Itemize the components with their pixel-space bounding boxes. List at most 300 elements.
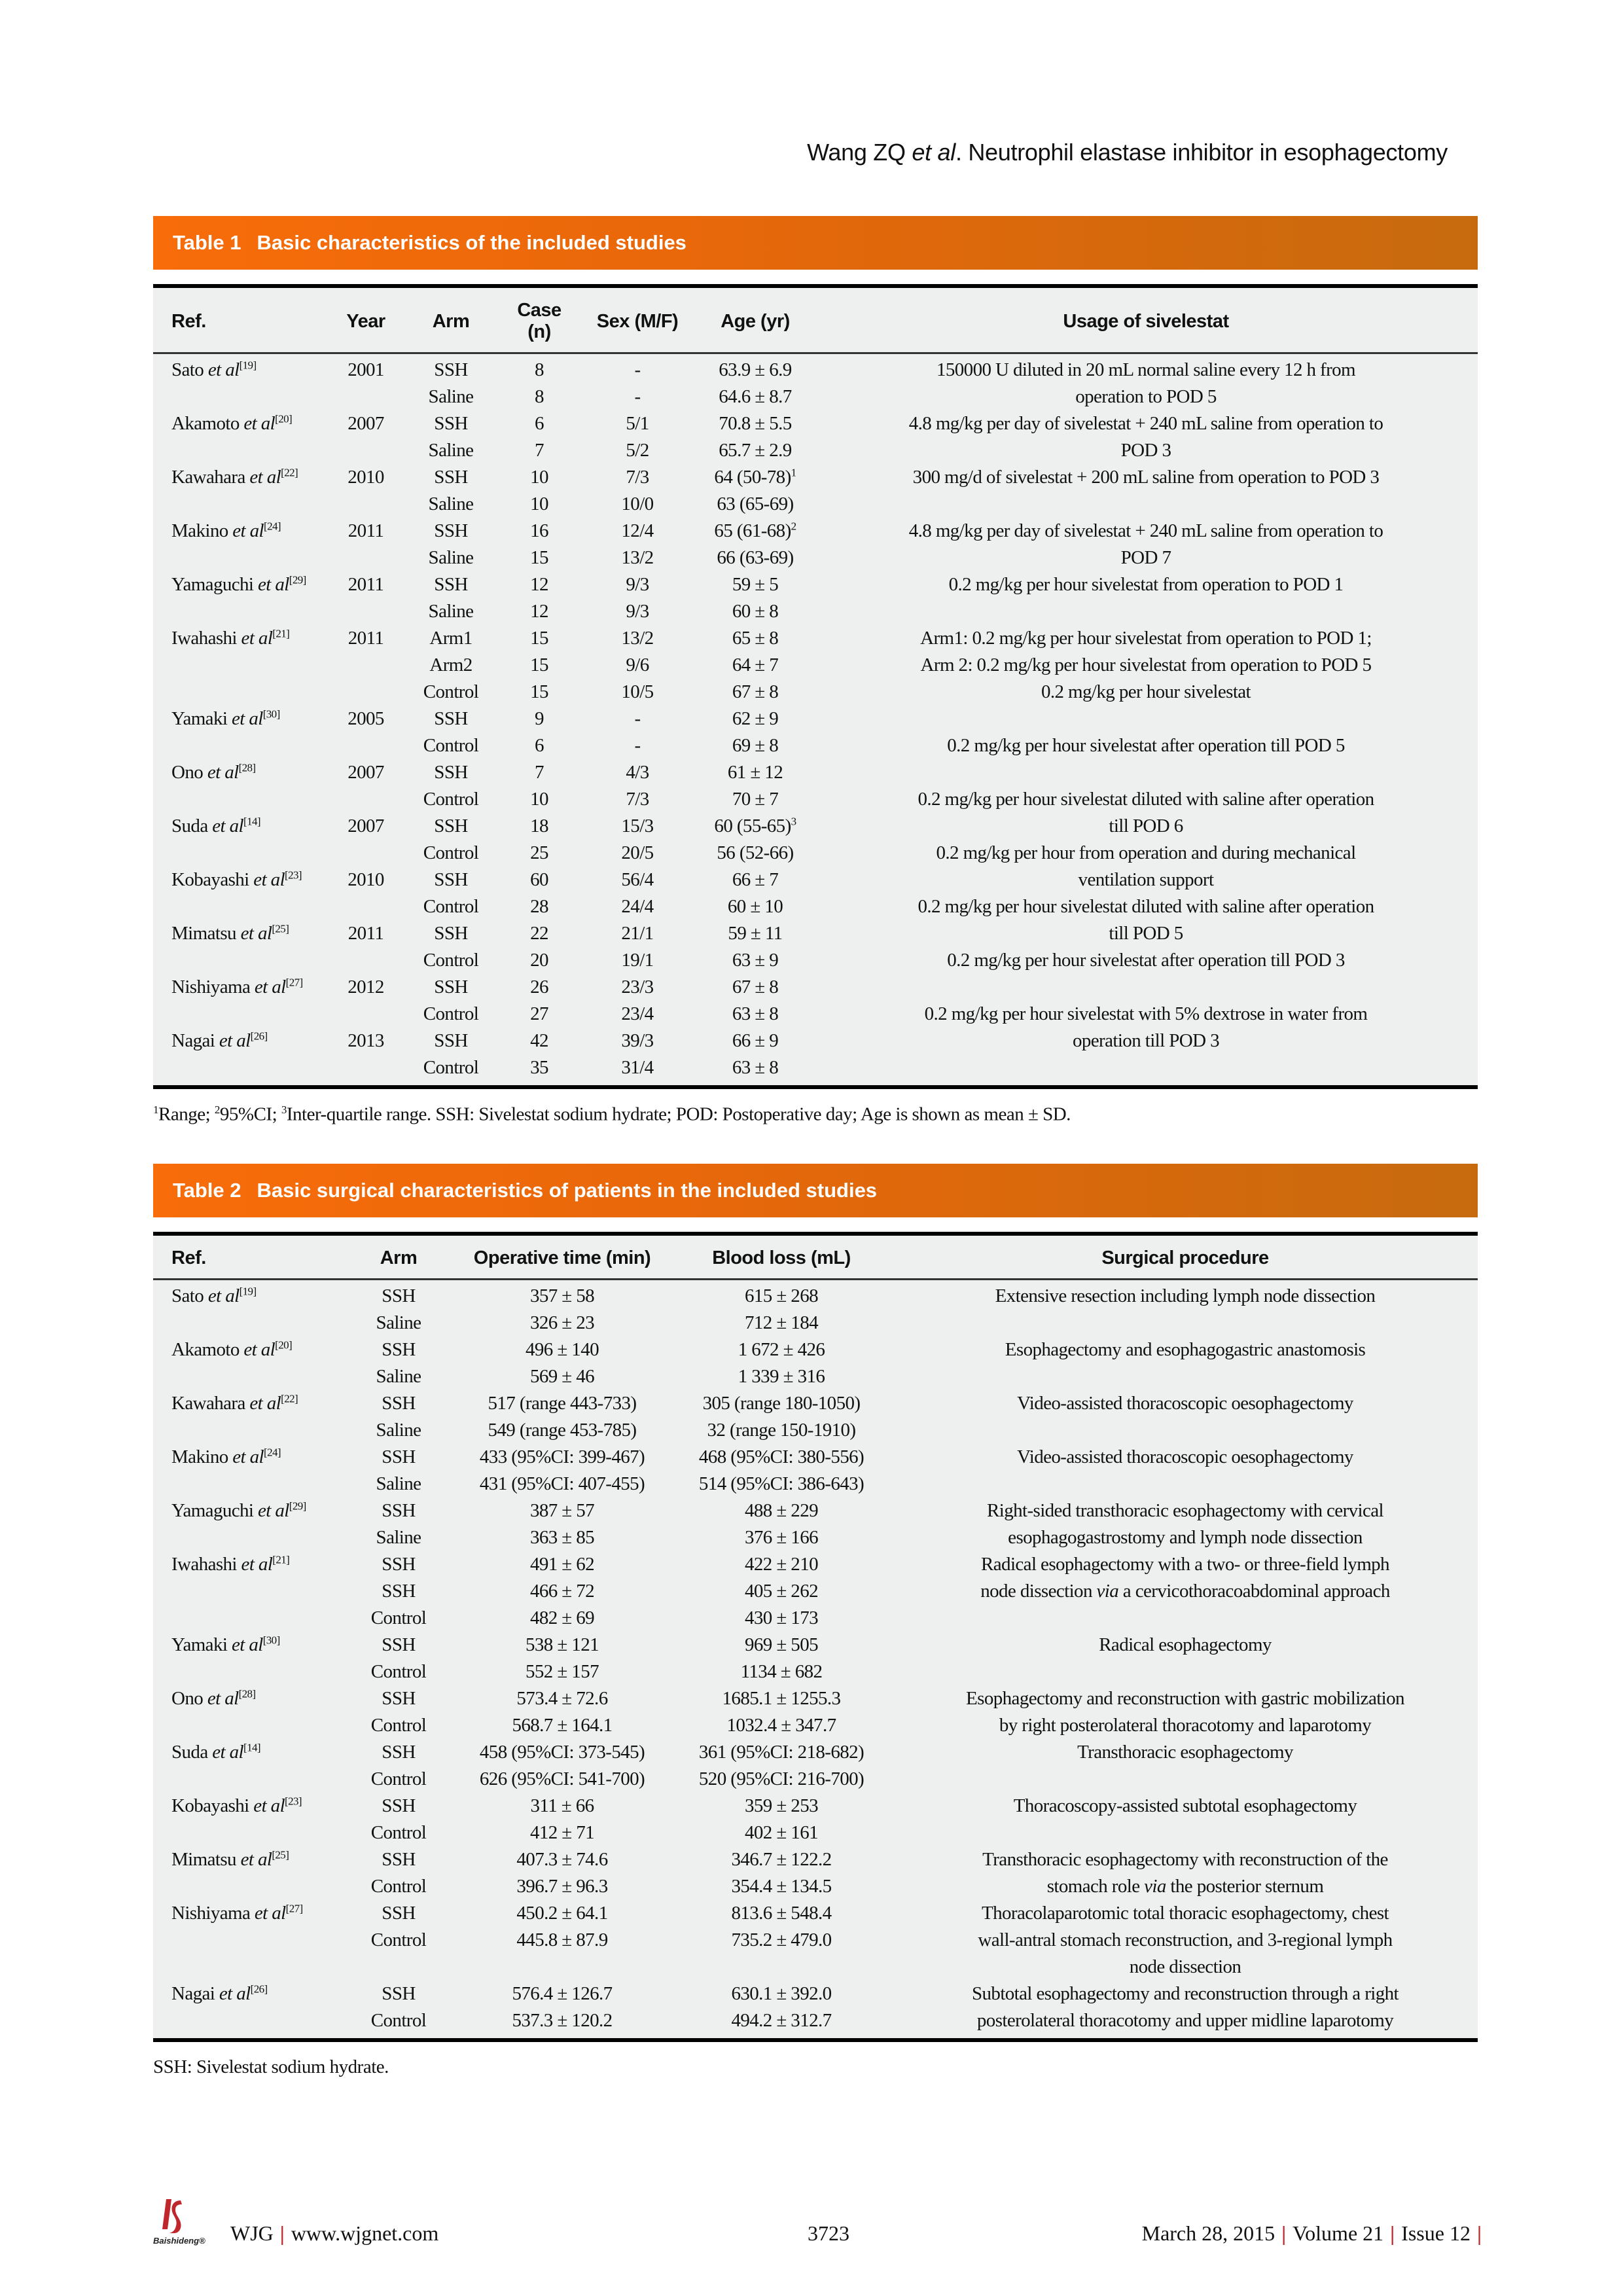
cell-arm: Saline xyxy=(428,440,474,461)
reference-number[interactable]: [24] xyxy=(264,520,281,533)
cell-sex: 21/1 xyxy=(621,923,654,944)
cell-usage: 4.8 mg/kg per day of sivelestat + 240 mL saline from operation to xyxy=(908,413,1383,434)
journal-abbrev: WJG xyxy=(230,2221,274,2245)
reference-number[interactable]: [19] xyxy=(239,359,257,372)
cell-year xyxy=(330,1054,402,1085)
cell-operative-time: 412 ± 71 xyxy=(529,1822,595,1843)
cell-year xyxy=(330,947,402,974)
cell-operative-time: 450.2 ± 64.1 xyxy=(516,1903,608,1924)
cell-case: 6 xyxy=(535,413,544,434)
col-blood-loss: Blood loss (mL) xyxy=(670,1236,893,1280)
table-2-number: Table 2 xyxy=(173,1179,241,1202)
cell-ref xyxy=(153,840,330,867)
cell-age xyxy=(696,1001,814,1028)
cell-sex: 23/4 xyxy=(621,1003,654,1024)
reference-number[interactable]: [19] xyxy=(239,1285,257,1298)
cell-sex: 7/3 xyxy=(626,467,649,488)
table-2-header-row xyxy=(153,1236,1478,1280)
table-row xyxy=(153,1310,1478,1336)
cell-operative-time: 466 ± 72 xyxy=(529,1581,595,1602)
cell-operative-time: 626 (95%CI: 541-700) xyxy=(479,1768,645,1789)
cell-operative-time: 538 ± 121 xyxy=(525,1634,599,1655)
cell-arm: Control xyxy=(370,1822,427,1843)
reference-number[interactable]: [20] xyxy=(275,1338,293,1352)
cell-ref xyxy=(153,732,330,759)
cell-arm: SSH xyxy=(382,1688,416,1709)
cell-arm: Control xyxy=(423,842,479,863)
cell-case: 42 xyxy=(530,1030,548,1051)
cell-age xyxy=(696,706,814,732)
cell-surgical-procedure: Esophagectomy and reconstruction with gastric mobilization xyxy=(966,1688,1404,1709)
cell-year xyxy=(330,437,402,464)
cell-sex: 15/3 xyxy=(621,816,654,836)
cell-ref xyxy=(153,410,330,437)
cell-usage: Arm1: 0.2 mg/kg per hour sivelestat from operation to POD 1; xyxy=(920,628,1372,649)
table-row xyxy=(153,1954,1478,1981)
cell-blood-loss: 32 (range 150-1910) xyxy=(707,1420,856,1441)
age-value: 64.6 ± 8.7 xyxy=(719,386,792,407)
cell-usage: till POD 5 xyxy=(1109,923,1183,944)
col-ref: Ref. xyxy=(153,1236,343,1280)
reference-number[interactable]: [25] xyxy=(272,922,289,935)
cell-usage: operation till POD 3 xyxy=(1072,1030,1219,1051)
cell-ref xyxy=(153,947,330,974)
age-value: 56 (52-66) xyxy=(717,842,794,863)
cell-ref xyxy=(153,1954,343,1981)
cell-case: 35 xyxy=(530,1057,548,1078)
age-value: 70 ± 7 xyxy=(732,789,779,810)
et-al: et al xyxy=(240,1849,272,1870)
cell-blood-loss: 468 (95%CI: 380-556) xyxy=(698,1446,865,1467)
table-row xyxy=(153,464,1478,491)
et-al: et al xyxy=(207,1285,240,1306)
et-al: et al xyxy=(212,816,244,836)
cell-ref xyxy=(153,384,330,410)
cell-arm: Control xyxy=(423,681,479,702)
cell-arm: Arm1 xyxy=(429,628,473,649)
reference-number[interactable]: [26] xyxy=(250,1982,268,1996)
age-value: 65.7 ± 2.9 xyxy=(719,440,792,461)
running-head-etal: et al xyxy=(912,139,955,166)
table-1-title: Basic characteristics of the included studies xyxy=(257,231,687,254)
table-1-grid xyxy=(153,288,1478,1085)
cell-arm: Control xyxy=(423,735,479,756)
cell-age xyxy=(696,545,814,571)
et-al: et al xyxy=(258,574,289,595)
cell-case: 20 xyxy=(530,950,548,971)
reference-number[interactable]: [22] xyxy=(281,466,298,479)
cell-ref xyxy=(153,625,330,652)
et-al: et al xyxy=(212,1742,244,1763)
cell-surgical-procedure: stomach role via the posterior sternum xyxy=(1046,1876,1324,1897)
reference-number[interactable]: [26] xyxy=(250,1030,268,1043)
et-al: et al xyxy=(249,1393,281,1414)
reference-number[interactable]: [21] xyxy=(272,627,290,640)
cell-case: 27 xyxy=(530,1003,548,1024)
footnote-marker: 2 xyxy=(791,520,796,533)
cell-ref xyxy=(153,1001,330,1028)
cell-arm: Arm2 xyxy=(429,655,473,675)
author-name: Sato xyxy=(171,359,204,380)
cell-case: 16 xyxy=(530,520,548,541)
cell-blood-loss: 520 (95%CI: 216-700) xyxy=(698,1768,865,1789)
cell-surgical-procedure: node dissection via a cervicothoracoabdominal approach xyxy=(980,1581,1390,1602)
cell-arm: Saline xyxy=(376,1527,421,1548)
table-row xyxy=(153,759,1478,786)
reference-number[interactable]: [23] xyxy=(285,869,302,882)
journal-url[interactable]: www.wjgnet.com xyxy=(291,2221,439,2245)
cell-case: 12 xyxy=(530,574,548,595)
cell-arm: SSH xyxy=(382,1849,416,1870)
cell-arm: Control xyxy=(370,1876,427,1897)
cell-usage: 0.2 mg/kg per hour sivelestat after operation till POD 5 xyxy=(947,735,1345,756)
cell-age xyxy=(696,947,814,974)
running-head-title: . Neutrophil elastase inhibitor in esophagectomy xyxy=(955,139,1448,166)
cell-blood-loss: 630.1 ± 392.0 xyxy=(731,1983,832,2004)
author-name: Iwahashi xyxy=(171,628,237,649)
reference-number[interactable]: [28] xyxy=(238,761,256,774)
cell-case: 10 xyxy=(530,789,548,810)
cell-usage: Arm 2: 0.2 mg/kg per hour sivelestat from operation to POD 5 xyxy=(920,655,1372,675)
cell-operative-time: 431 (95%CI: 407-455) xyxy=(479,1473,645,1494)
table-row xyxy=(153,813,1478,840)
footnote-marker: 3 xyxy=(281,1103,287,1116)
reference-number[interactable]: [22] xyxy=(281,1392,298,1405)
table-row xyxy=(153,545,1478,571)
cell-ref xyxy=(153,893,330,920)
cell-operative-time: 363 ± 85 xyxy=(529,1527,595,1548)
cell-year: 2010 xyxy=(348,467,384,488)
cell-age xyxy=(696,1054,814,1085)
cell-ref xyxy=(153,1444,343,1471)
table-row xyxy=(153,1336,1478,1363)
et-al: et al xyxy=(231,708,263,729)
et-al: et al xyxy=(241,1554,273,1575)
table-row xyxy=(153,920,1478,947)
cell-ref xyxy=(153,1280,343,1310)
author-name: Yamaguchi xyxy=(171,1500,254,1521)
table-row xyxy=(153,867,1478,893)
cell-ref xyxy=(153,1471,343,1498)
cell-age xyxy=(696,813,814,840)
cell-blood-loss: 1 672 ± 426 xyxy=(738,1339,825,1360)
cell-year: 2010 xyxy=(348,869,384,890)
table-row xyxy=(153,974,1478,1001)
running-head xyxy=(807,139,1448,166)
reference-number[interactable]: [29] xyxy=(289,1499,306,1513)
table-1 xyxy=(153,216,1478,1126)
author-name: Nagai xyxy=(171,1030,215,1051)
cell-year xyxy=(330,786,402,813)
reference-number[interactable]: [28] xyxy=(238,1687,256,1700)
table-2 xyxy=(153,1164,1478,2078)
cell-age xyxy=(696,652,814,679)
cell-usage: 0.2 mg/kg per hour sivelestat after operation till POD 3 xyxy=(947,950,1345,971)
cell-ref xyxy=(153,1498,343,1524)
reference-number[interactable]: [30] xyxy=(262,1634,280,1647)
cell-usage xyxy=(814,706,1478,732)
table-row xyxy=(153,571,1478,598)
cell-year: 2011 xyxy=(348,520,384,541)
cell-sex: 5/1 xyxy=(626,413,649,434)
cell-ref xyxy=(153,1578,343,1605)
cell-age xyxy=(696,353,814,384)
cell-usage: 0.2 mg/kg per hour sivelestat diluted with saline after operation xyxy=(918,896,1374,917)
cell-ref xyxy=(153,706,330,732)
cell-blood-loss: 494.2 ± 312.7 xyxy=(731,2010,832,2031)
cell-sex: 10/5 xyxy=(621,681,654,702)
cell-arm: Control xyxy=(423,1003,479,1024)
reference-number[interactable]: [20] xyxy=(275,412,293,425)
cell-blood-loss: 1032.4 ± 347.7 xyxy=(726,1715,836,1736)
cell-sex: 10/0 xyxy=(621,493,654,514)
cell-arm: SSH xyxy=(382,1983,416,2004)
cell-ref xyxy=(153,1632,343,1659)
cell-ref xyxy=(153,1417,343,1444)
table-row xyxy=(153,1471,1478,1498)
author-name: Nagai xyxy=(171,1983,215,2004)
footnote-text: Range; xyxy=(158,1103,215,1125)
cell-usage xyxy=(814,759,1478,786)
cell-usage: 0.2 mg/kg per hour sivelestat xyxy=(1041,681,1251,702)
reference-number[interactable]: [14] xyxy=(243,815,260,828)
author-name: Yamaki xyxy=(171,708,228,729)
table-row xyxy=(153,491,1478,518)
cell-blood-loss: 1 339 ± 316 xyxy=(738,1366,825,1387)
age-value: 65 ± 8 xyxy=(732,628,779,649)
cell-ref xyxy=(153,1685,343,1712)
cell-surgical-procedure: Thoracoscopy-assisted subtotal esophagectomy xyxy=(1013,1795,1357,1816)
cell-arm: SSH xyxy=(382,1285,416,1306)
table-row xyxy=(153,1444,1478,1471)
cell-sex: 5/2 xyxy=(626,440,649,461)
reference-number[interactable]: [25] xyxy=(272,1848,289,1861)
cell-usage: 300 mg/d of sivelestat + 200 mL saline from operation to POD 3 xyxy=(912,467,1380,488)
age-value: 67 ± 8 xyxy=(732,977,779,997)
cell-ref xyxy=(153,1363,343,1390)
table-row xyxy=(153,1551,1478,1578)
cell-surgical-procedure: esophagogastrostomy and lymph node dissection xyxy=(1008,1527,1363,1548)
cell-case: 7 xyxy=(535,440,544,461)
cell-ref xyxy=(153,437,330,464)
table-row xyxy=(153,786,1478,813)
cell-arm: Saline xyxy=(428,547,474,568)
cell-arm: Saline xyxy=(376,1366,421,1387)
cell-arm: Control xyxy=(370,2010,427,2031)
cell-age xyxy=(696,786,814,813)
et-al: et al xyxy=(254,1903,286,1924)
table-row xyxy=(153,1766,1478,1793)
cell-usage: 150000 U diluted in 20 mL normal saline every 12 h from xyxy=(936,359,1356,380)
footer-journal-info xyxy=(230,2221,438,2246)
age-value: 64 (50-78) xyxy=(714,467,791,488)
table-row xyxy=(153,437,1478,464)
cell-age xyxy=(696,974,814,1001)
table-row xyxy=(153,1390,1478,1417)
cell-case: 28 xyxy=(530,896,548,917)
table-2-title: Basic surgical characteristics of patients in the included studies xyxy=(257,1179,878,1202)
table-row xyxy=(153,652,1478,679)
cell-sex: - xyxy=(634,359,641,380)
cell-ref xyxy=(153,1873,343,1900)
cell-blood-loss: 514 (95%CI: 386-643) xyxy=(698,1473,865,1494)
reference-number[interactable]: [27] xyxy=(285,1902,303,1915)
cell-sex: 24/4 xyxy=(621,896,654,917)
reference-number[interactable]: [27] xyxy=(285,976,303,989)
cell-case: 12 xyxy=(530,601,548,622)
cell-ref xyxy=(153,1927,343,1954)
et-al: et al xyxy=(207,762,239,783)
table-1-caption xyxy=(153,216,1478,270)
cell-surgical-procedure: wall-antral stomach reconstruction, and 3-regional lymph xyxy=(978,1929,1393,1950)
cell-sex: 7/3 xyxy=(626,789,649,810)
cell-operative-time: 568.7 ± 164.1 xyxy=(512,1715,613,1736)
italic-term: via xyxy=(1096,1581,1119,1602)
cell-year xyxy=(330,652,402,679)
cell-operative-time: 576.4 ± 126.7 xyxy=(512,1983,613,2004)
age-value: 63 (65-69) xyxy=(717,493,794,514)
author-name: Kobayashi xyxy=(171,869,249,890)
cell-age xyxy=(696,840,814,867)
cell-year xyxy=(330,732,402,759)
table-row xyxy=(153,706,1478,732)
cell-blood-loss: 1134 ± 682 xyxy=(740,1661,823,1682)
running-head-authors: Wang ZQ xyxy=(807,139,906,166)
cell-operative-time: 458 (95%CI: 373-545) xyxy=(479,1742,645,1763)
et-al: et al xyxy=(232,1446,264,1467)
separator: | xyxy=(1476,2221,1482,2245)
reference-number[interactable]: [14] xyxy=(243,1741,260,1754)
et-al: et al xyxy=(241,628,273,649)
cell-age xyxy=(696,410,814,437)
cell-ref xyxy=(153,1981,343,2007)
et-al: et al xyxy=(253,1795,285,1816)
cell-ref xyxy=(153,652,330,679)
cell-surgical-procedure: Right-sided transthoracic esophagectomy with cervical xyxy=(987,1500,1383,1521)
cell-arm: SSH xyxy=(434,520,468,541)
col-surgical-procedure: Surgical procedure xyxy=(893,1236,1478,1280)
cell-year: 2007 xyxy=(348,413,384,434)
cell-surgical-procedure xyxy=(893,1659,1478,1685)
cell-ref xyxy=(153,518,330,545)
cell-ref xyxy=(153,571,330,598)
age-value: 69 ± 8 xyxy=(732,735,779,756)
age-value: 60 ± 8 xyxy=(732,601,779,622)
age-value: 64 ± 7 xyxy=(732,655,779,675)
cell-age xyxy=(696,920,814,947)
age-value: 63 ± 8 xyxy=(732,1057,779,1078)
cell-arm: Control xyxy=(370,1929,427,1950)
table-1-header-row xyxy=(153,288,1478,353)
cell-blood-loss: 354.4 ± 134.5 xyxy=(731,1876,832,1897)
et-al: et al xyxy=(231,1634,263,1655)
cell-operative-time: 552 ± 157 xyxy=(525,1661,599,1682)
cell-surgical-procedure: posterolateral thoracotomy and upper midline laparotomy xyxy=(976,2010,1394,2031)
cell-arm: Saline xyxy=(428,493,474,514)
cell-usage: till POD 6 xyxy=(1109,816,1183,836)
cell-usage xyxy=(814,491,1478,518)
cell-ref xyxy=(153,1551,343,1578)
cell-year xyxy=(330,545,402,571)
table-row xyxy=(153,1578,1478,1605)
cell-surgical-procedure xyxy=(893,1417,1478,1444)
cell-arm: Control xyxy=(423,789,479,810)
cell-arm: SSH xyxy=(434,869,468,890)
cell-operative-time: 491 ± 62 xyxy=(529,1554,595,1575)
cell-ref xyxy=(153,1900,343,1927)
cell-arm: Control xyxy=(423,950,479,971)
cell-case: 15 xyxy=(530,655,548,675)
reference-number[interactable]: [30] xyxy=(262,708,280,721)
table-row xyxy=(153,732,1478,759)
table-2-caption xyxy=(153,1164,1478,1217)
cell-ref xyxy=(153,545,330,571)
cell-age xyxy=(696,893,814,920)
cell-arm: Control xyxy=(423,896,479,917)
table-row xyxy=(153,1028,1478,1054)
table-row xyxy=(153,1981,1478,2007)
cell-blood-loss: 712 ± 184 xyxy=(744,1312,819,1333)
cell-blood-loss: 735.2 ± 479.0 xyxy=(731,1929,832,1950)
cell-year: 2001 xyxy=(348,359,384,380)
table-row xyxy=(153,679,1478,706)
author-name: Mimatsu xyxy=(171,923,236,944)
author-name: Sato xyxy=(171,1285,204,1306)
author-name: Nishiyama xyxy=(171,977,251,997)
page-footer xyxy=(153,2198,1488,2250)
cell-sex: 23/3 xyxy=(621,977,654,997)
cell-usage: 0.2 mg/kg per hour from operation and during mechanical xyxy=(936,842,1356,863)
cell-operative-time: 407.3 ± 74.6 xyxy=(516,1849,608,1870)
cell-surgical-procedure: Subtotal esophagectomy and reconstruction through a right xyxy=(972,1983,1399,2004)
cell-surgical-procedure xyxy=(893,1310,1478,1336)
reference-number[interactable]: [21] xyxy=(272,1553,290,1566)
cell-age xyxy=(696,759,814,786)
col-usage: Usage of sivelestat xyxy=(814,288,1478,353)
cell-sex: 31/4 xyxy=(621,1057,654,1078)
cell-usage: 0.2 mg/kg per hour sivelestat with 5% dextrose in water from xyxy=(924,1003,1368,1024)
author-name: Suda xyxy=(171,816,208,836)
author-name: Kawahara xyxy=(171,1393,245,1414)
et-al: et al xyxy=(243,1339,276,1360)
cell-ref xyxy=(153,2007,343,2038)
age-value: 60 (55-65) xyxy=(714,816,791,836)
cell-surgical-procedure: by right posterolateral thoracotomy and laparotomy xyxy=(999,1715,1372,1736)
cell-ref xyxy=(153,1028,330,1054)
age-value: 62 ± 9 xyxy=(732,708,779,729)
cell-sex: 9/6 xyxy=(626,655,649,675)
reference-number[interactable]: [29] xyxy=(289,573,306,586)
cell-ref xyxy=(153,1605,343,1632)
footnote-marker: 1 xyxy=(153,1103,158,1116)
cell-arm: SSH xyxy=(382,1393,416,1414)
cell-year: 2005 xyxy=(348,708,384,729)
reference-number[interactable]: [24] xyxy=(264,1446,281,1459)
cell-ref xyxy=(153,1336,343,1363)
cell-blood-loss: 305 (range 180-1050) xyxy=(702,1393,861,1414)
reference-number[interactable]: [23] xyxy=(285,1795,302,1808)
cell-operative-time: 396.7 ± 96.3 xyxy=(516,1876,608,1897)
cell-ref xyxy=(153,1793,343,1820)
cell-ref xyxy=(153,464,330,491)
volume: Volume 21 xyxy=(1293,2221,1384,2245)
cell-operative-time: 326 ± 23 xyxy=(529,1312,595,1333)
table-row xyxy=(153,1417,1478,1444)
cell-surgical-procedure: Transthoracic esophagectomy with reconstruction of the xyxy=(982,1849,1388,1870)
cell-case: 18 xyxy=(530,816,548,836)
table-row xyxy=(153,1793,1478,1820)
cell-sex: 39/3 xyxy=(621,1030,654,1051)
